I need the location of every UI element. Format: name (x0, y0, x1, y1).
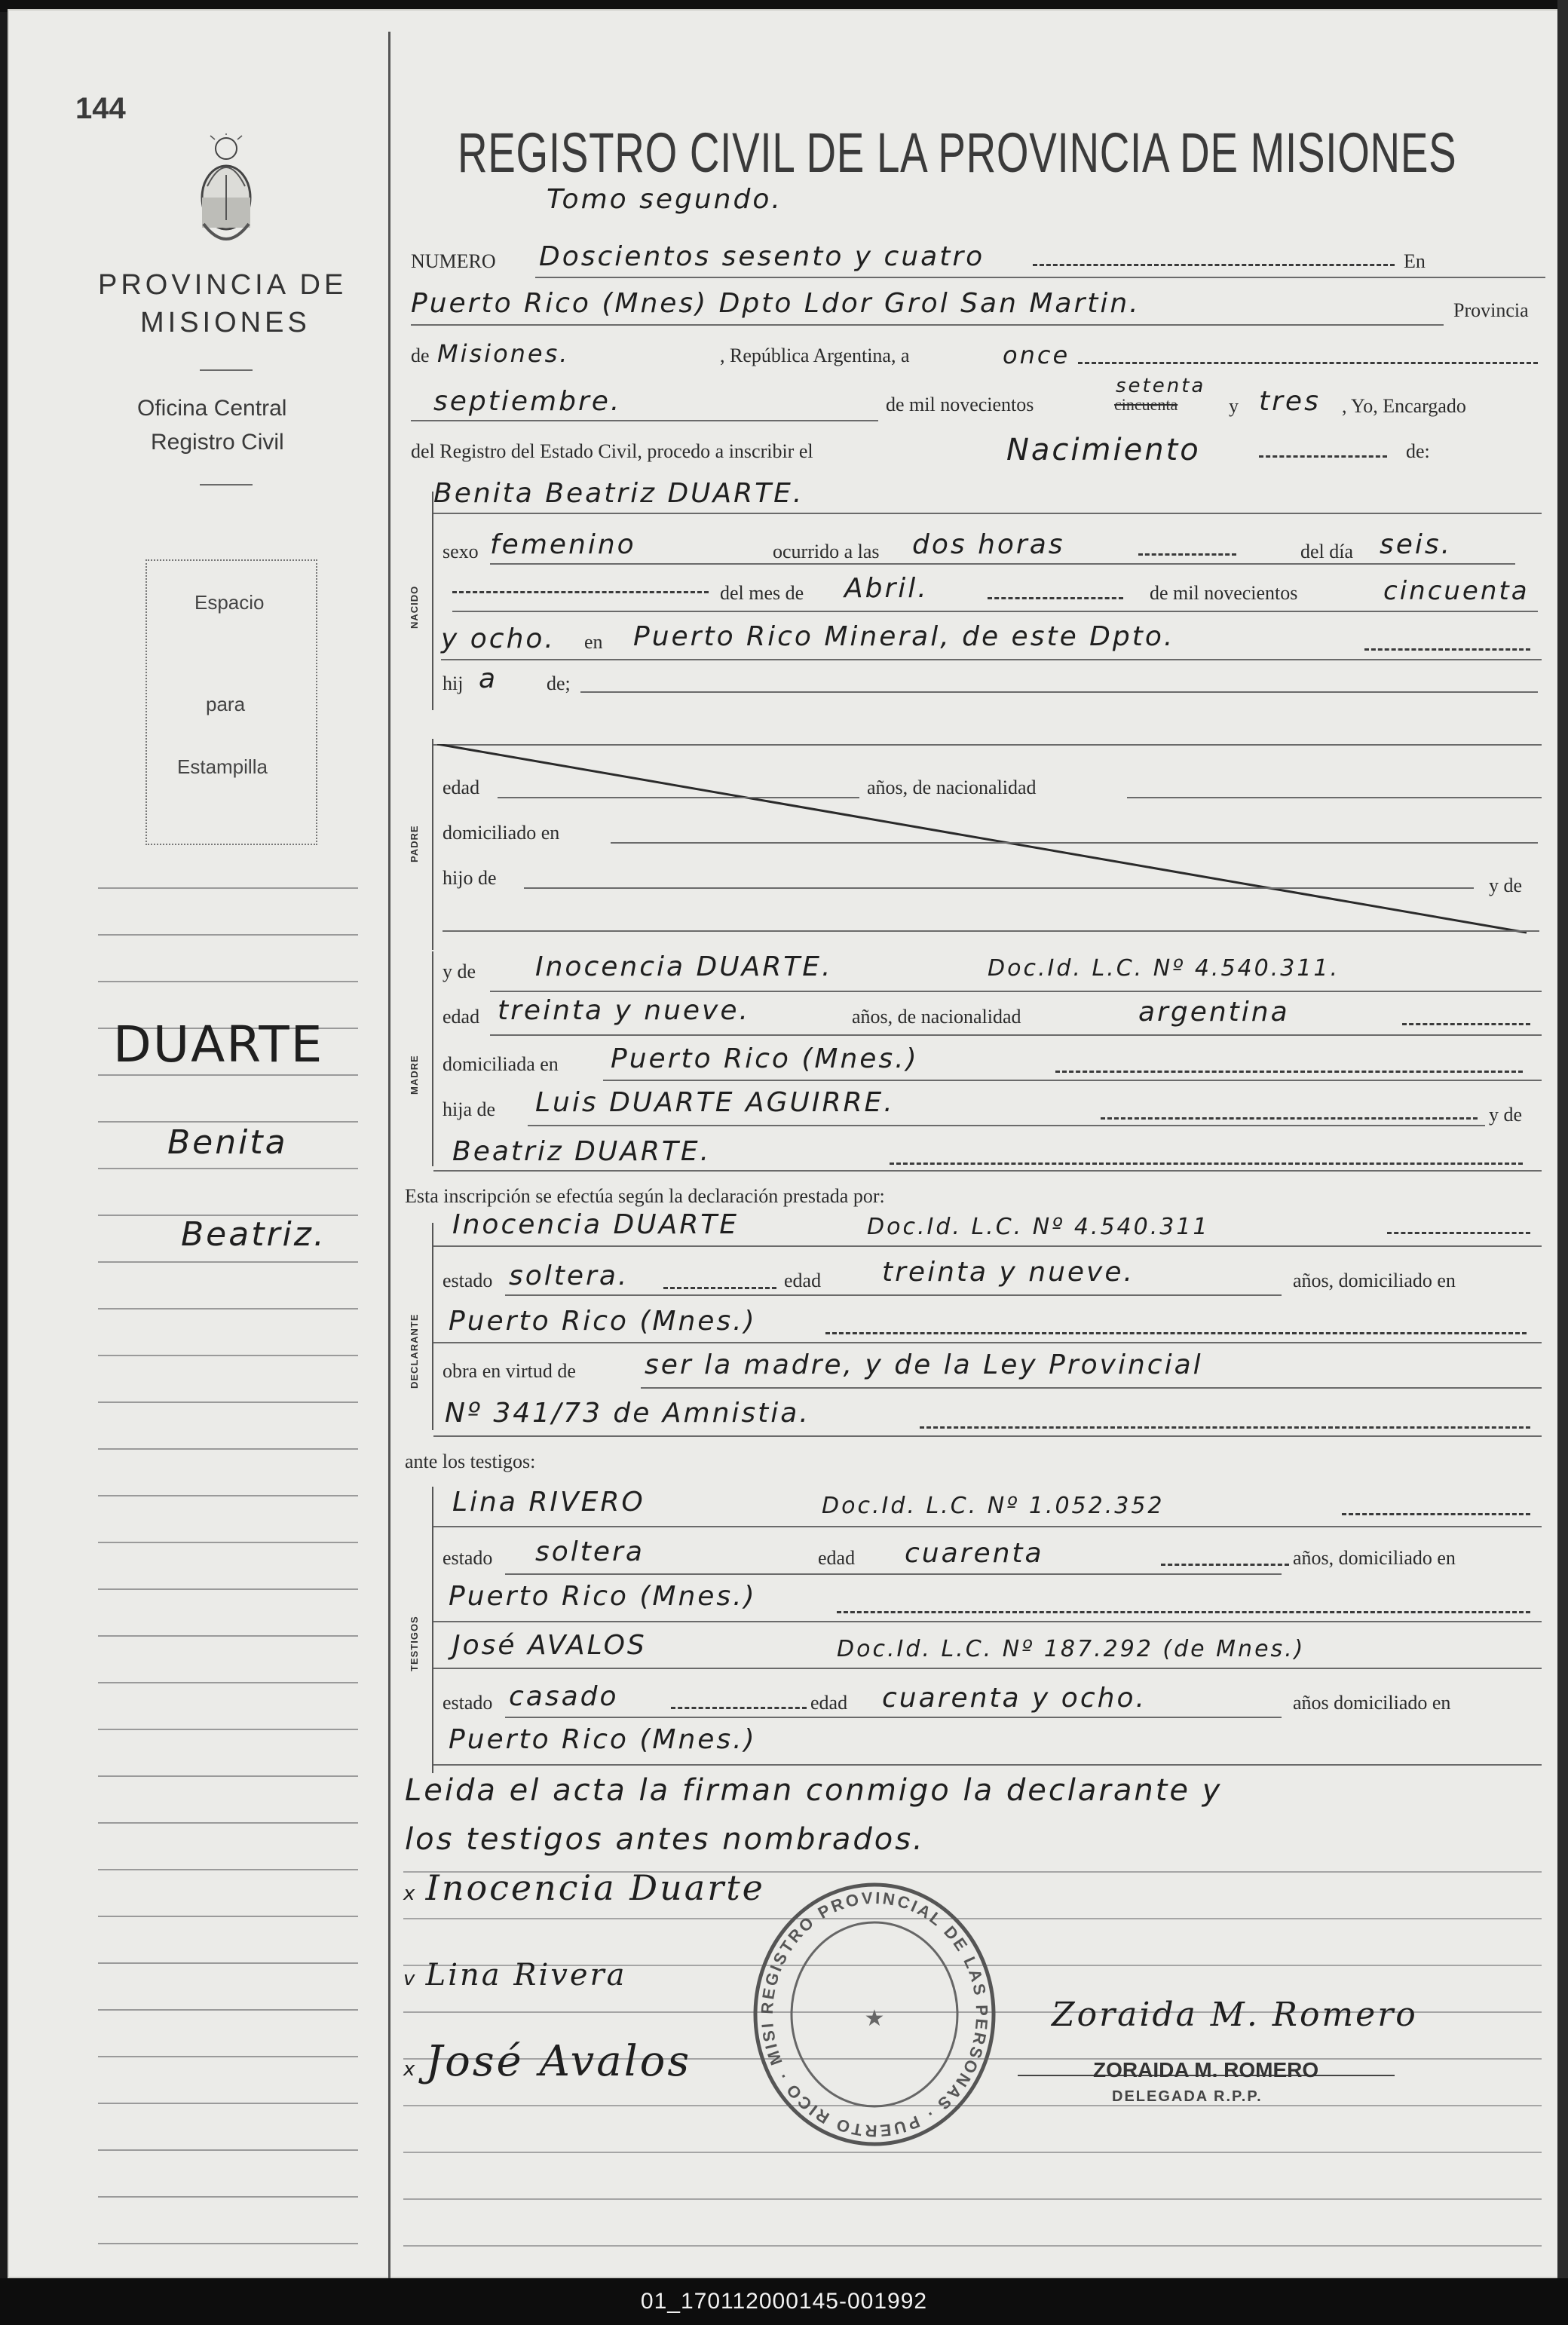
anio-value: cincuenta (1383, 576, 1530, 606)
rule (528, 1125, 1485, 1126)
rule (490, 563, 1515, 565)
registro-label: del Registro del Estado Civil, procedo a inscribir el (411, 440, 813, 462)
nacido-name: Benita Beatriz DUARTE. (433, 478, 804, 509)
closing-line-1: Leida el acta la firman conmigo la declarante y (405, 1773, 1223, 1808)
testigo2-name: José AVALOS (452, 1630, 647, 1661)
act-value: Nacimiento (1006, 433, 1201, 467)
ruled-line (98, 1074, 358, 1076)
right-edge (1557, 0, 1568, 2278)
mes-value: Abril. (844, 573, 929, 604)
testigos-label: TESTIGOS (409, 1616, 420, 1671)
filler (1364, 648, 1530, 651)
testigo2-estado-label: estado (443, 1692, 493, 1714)
madre-y-de-2: y de (1489, 1104, 1523, 1126)
y-label: y (1229, 395, 1239, 417)
rule (433, 1435, 1542, 1437)
year-inserted: setenta (1116, 375, 1206, 397)
declarante-obra-2: Nº 341/73 de Amnistia. (445, 1398, 810, 1429)
ruled-line (98, 1775, 358, 1777)
rule (411, 420, 878, 421)
filler (920, 1426, 1530, 1429)
declarante-estado-label: estado (443, 1270, 493, 1291)
ruled-line (98, 2009, 358, 2011)
rule (452, 611, 1538, 612)
stamp-label-2: para (206, 693, 246, 715)
ruled-line (98, 887, 358, 889)
declarante-intro: Esta inscripción se efectúa según la declaración prestada por: (405, 1185, 885, 1207)
filler (1387, 1232, 1530, 1234)
office-line2: Registro Civil (151, 430, 284, 455)
filler (1055, 1071, 1523, 1073)
testigo2-anios-label: años domiciliado en (1293, 1692, 1451, 1714)
ruled-line (98, 2056, 358, 2057)
divider (200, 369, 253, 371)
filler (1402, 1023, 1530, 1025)
madre-anios-label: años, de nacionalidad (852, 1006, 1021, 1028)
filler (1138, 553, 1236, 556)
image-id-footer: 01_170112000145-001992 (0, 2278, 1568, 2325)
official-title: DELEGADA R.P.P. (1112, 2088, 1263, 2105)
rule (505, 1573, 1282, 1575)
ruled-line (98, 2243, 358, 2244)
year-struck: cincuenta (1114, 395, 1178, 414)
declarante-domicilio: Puerto Rico (Mnes.) (449, 1306, 757, 1337)
declarante-anios-label: años, domiciliado en (1293, 1270, 1456, 1291)
ruled-line (98, 2196, 358, 2198)
hij-label: hij (443, 672, 464, 694)
filler (1101, 1117, 1478, 1120)
en-label: En (1404, 250, 1426, 272)
nacido-label: NACIDO (409, 585, 420, 629)
ruled-line (98, 1121, 358, 1123)
ruled-line (98, 981, 358, 982)
document-page (8, 9, 1560, 2278)
rule (433, 1668, 1542, 1669)
closing-line-2: los testigos antes nombrados. (405, 1822, 925, 1857)
filler (1161, 1564, 1289, 1566)
filler (1033, 264, 1395, 266)
filler (988, 597, 1123, 599)
stamp-label-3: Estampilla (177, 755, 268, 778)
testigo1-estado: soltera (535, 1536, 645, 1567)
sig-mark: x (403, 1882, 426, 1905)
rule (535, 277, 1545, 278)
testigos-intro: ante los testigos: (405, 1450, 536, 1472)
testigo1-doc: Doc.Id. L.C. Nº 1.052.352 (822, 1493, 1165, 1519)
dia-value: seis. (1380, 529, 1453, 560)
hij-de-label: de; (547, 672, 571, 694)
rule (641, 1387, 1542, 1389)
madre-domicilio: Puerto Rico (Mnes.) (611, 1043, 919, 1074)
nacido-en-label: en (584, 631, 603, 653)
sexo-value: femenino (490, 529, 636, 560)
ruled-line (98, 1682, 358, 1683)
rule (433, 1621, 1542, 1622)
del-mes-label: del mes de (720, 582, 804, 604)
rule (433, 1170, 1542, 1172)
ruled-line (98, 1635, 358, 1637)
filler (825, 1332, 1527, 1334)
province-name: MISIONES (140, 307, 311, 338)
testigo1-edad-label: edad (818, 1547, 856, 1569)
bracket (432, 1223, 433, 1430)
padre-anios-label: años, de nacionalidad (867, 777, 1037, 798)
madre-domiciliada-label: domiciliada en (443, 1053, 559, 1075)
ruled-line (98, 1261, 358, 1263)
rule (433, 1764, 1542, 1766)
ruled-line (98, 2103, 358, 2104)
padre-edad-label: edad (443, 777, 480, 798)
rule (498, 797, 859, 798)
ruled-line (403, 2245, 1542, 2247)
padre-label: PADRE (409, 825, 420, 862)
del-dia-label: del día (1300, 541, 1354, 562)
testigo1-estado-label: estado (443, 1547, 493, 1569)
declarante-obra-label: obra en virtud de (443, 1360, 576, 1382)
declarante-edad-label: edad (784, 1270, 822, 1291)
testigo2-doc: Doc.Id. L.C. Nº 187.292 (de Mnes.) (837, 1636, 1306, 1662)
testigo1-edad: cuarenta (905, 1538, 1044, 1569)
ruled-line (98, 1916, 358, 1917)
republica-label: , República Argentina, a (720, 345, 910, 366)
lugar-value: Puerto Rico Mineral, de este Dpto. (633, 621, 1175, 652)
filler (1078, 362, 1538, 364)
madre-name: Inocencia DUARTE. (535, 951, 833, 982)
filler (837, 1611, 1530, 1613)
filler (890, 1162, 1523, 1165)
rule (505, 1717, 1282, 1718)
signature-lina (403, 1958, 626, 1993)
ocurrido-label: ocurrido a las (773, 541, 880, 562)
rule (433, 513, 1542, 514)
margin-surname: DUARTE (113, 1015, 324, 1074)
declarante-doc: Doc.Id. L.C. Nº 4.540.311 (867, 1214, 1210, 1240)
testigo2-domicilio: Puerto Rico (Mnes.) (449, 1724, 757, 1755)
rule (433, 1342, 1542, 1343)
provincia-label: Provincia (1453, 299, 1529, 321)
declarante-obra: ser la madre, y de la Ley Provincial (645, 1349, 1203, 1380)
divider (200, 484, 253, 486)
ruled-line (98, 1588, 358, 1590)
testigo2-edad: cuarenta y ocho. (882, 1683, 1147, 1714)
numero-label: NUMERO (411, 250, 496, 272)
yo-label: , Yo, Encargado (1342, 395, 1466, 417)
bracket (432, 739, 433, 950)
sig-1-text: Inocencia Duarte (425, 1867, 765, 1908)
declarante-edad: treinta y nueve. (882, 1257, 1135, 1288)
sig-2-text: Lina Rivera (425, 1958, 627, 1993)
rule (580, 691, 1538, 693)
declarante-name: Inocencia DUARTE (452, 1209, 739, 1240)
de-mil-label: de mil novecientos (1150, 582, 1298, 604)
mil-label: de mil novecientos (886, 394, 1034, 415)
bracket (432, 1487, 433, 1773)
rule (490, 991, 1542, 992)
rule (441, 659, 1542, 660)
ruled-line (98, 1962, 358, 1964)
official-signature: Zoraida M. Romero (1052, 1996, 1418, 2034)
rule (433, 1526, 1542, 1527)
padre-hijo-label: hijo de (443, 867, 497, 889)
day-value: once (1003, 341, 1070, 369)
declarante-estado: soltera. (509, 1261, 629, 1291)
rule (433, 1245, 1542, 1247)
provincia-value: Misiones. (437, 339, 570, 368)
margin-name-1: Benita (167, 1123, 288, 1162)
office-line1: Oficina Central (137, 396, 287, 421)
rule (524, 887, 1474, 889)
madre-edad-label: edad (443, 1006, 480, 1028)
hora-value: dos horas (912, 529, 1065, 560)
filler (452, 591, 709, 593)
sig-mark: v (403, 1968, 426, 1990)
testigo2-edad-label: edad (810, 1692, 848, 1714)
madre-edad-value: treinta y nueve. (498, 995, 750, 1026)
padre-domiciliado-label: domiciliado en (443, 822, 560, 844)
ruled-line (98, 1495, 358, 1496)
padre-y-de-label: y de (1489, 875, 1523, 896)
column-divider (388, 32, 390, 2278)
ruled-line (98, 1401, 358, 1403)
ruled-line (98, 1308, 358, 1310)
filler (1342, 1513, 1530, 1515)
ruled-line (98, 934, 358, 936)
madre-hija-label: hija de (443, 1098, 496, 1120)
anio-value-2: y ocho. (441, 623, 556, 654)
signature-inocencia (403, 1867, 765, 1908)
ruled-line (98, 1542, 358, 1543)
madre-nacionalidad: argentina (1138, 997, 1290, 1028)
ruled-line (98, 1448, 358, 1450)
rule (611, 842, 1538, 844)
testigo1-domicilio: Puerto Rico (Mnes.) (449, 1581, 757, 1612)
month-value: septiembre. (433, 386, 622, 417)
ruled-line (98, 1729, 358, 1730)
sexo-label: sexo (443, 541, 479, 562)
de-colon: de: (1406, 440, 1430, 462)
seal-lettering: REGISTRO PROVINCIAL DE LAS PERSONAS · PUERTO RICO · MISI (757, 1888, 992, 2141)
page-number: 144 (75, 92, 126, 125)
page-title: REGISTRO CIVIL DE LA PROVINCIA DE MISIONES (458, 121, 1457, 184)
testigo1-anios-label: años, domiciliado en (1293, 1547, 1456, 1569)
ruled-line (98, 1355, 358, 1356)
official-seal (750, 1879, 999, 2154)
bracket (432, 492, 433, 710)
de-label: de (411, 345, 430, 366)
rule (603, 1080, 1542, 1081)
place-value: Puerto Rico (Mnes) Dpto Ldor Grol San Martin. (411, 288, 1141, 319)
madre-madre-value: Beatriz DUARTE. (452, 1136, 712, 1167)
province-label: PROVINCIA DE (98, 269, 348, 301)
rule (1127, 797, 1542, 798)
testigo1-name: Lina RIVERO (452, 1487, 645, 1518)
filler (1259, 455, 1387, 458)
ruled-line (98, 1168, 358, 1169)
filler (671, 1707, 807, 1709)
padre-strikeout (437, 744, 1538, 944)
madre-padre-value: Luis DUARTE AGUIRRE. (535, 1087, 895, 1118)
numero-value: Doscientos sesento y cuatro (539, 241, 985, 272)
rule (490, 1034, 1542, 1036)
tomo-note: Tomo segundo. (547, 184, 782, 215)
ruled-line (403, 2198, 1542, 2200)
rule (505, 1294, 1282, 1296)
svg-text:★: ★ (864, 2006, 885, 2031)
testigo2-estado: casado (509, 1681, 619, 1712)
margin-name-2: Beatriz. (181, 1215, 326, 1254)
official-name: ZORAIDA M. ROMERO (1093, 2058, 1319, 2081)
declarante-label: DECLARANTE (409, 1313, 420, 1389)
ruled-line (98, 1822, 358, 1824)
coat-of-arms-icon (192, 133, 260, 265)
signature-jose (403, 2037, 691, 2086)
bracket (432, 951, 433, 1166)
rule (443, 930, 1539, 932)
ruled-line (98, 2149, 358, 2151)
madre-doc: Doc.Id. L.C. Nº 4.540.311. (988, 955, 1340, 982)
madre-y-de-label: y de (443, 960, 476, 982)
sig-mark: x (403, 2058, 426, 2081)
filler (663, 1287, 776, 1289)
madre-label: MADRE (409, 1055, 420, 1095)
ruled-line (98, 1869, 358, 1870)
rule (411, 324, 1444, 326)
hij-value: a (479, 663, 498, 694)
sig-3-text: José Avalos (425, 2037, 692, 2086)
year-units: tres (1259, 386, 1321, 417)
stamp-label-1: Espacio (194, 591, 265, 614)
